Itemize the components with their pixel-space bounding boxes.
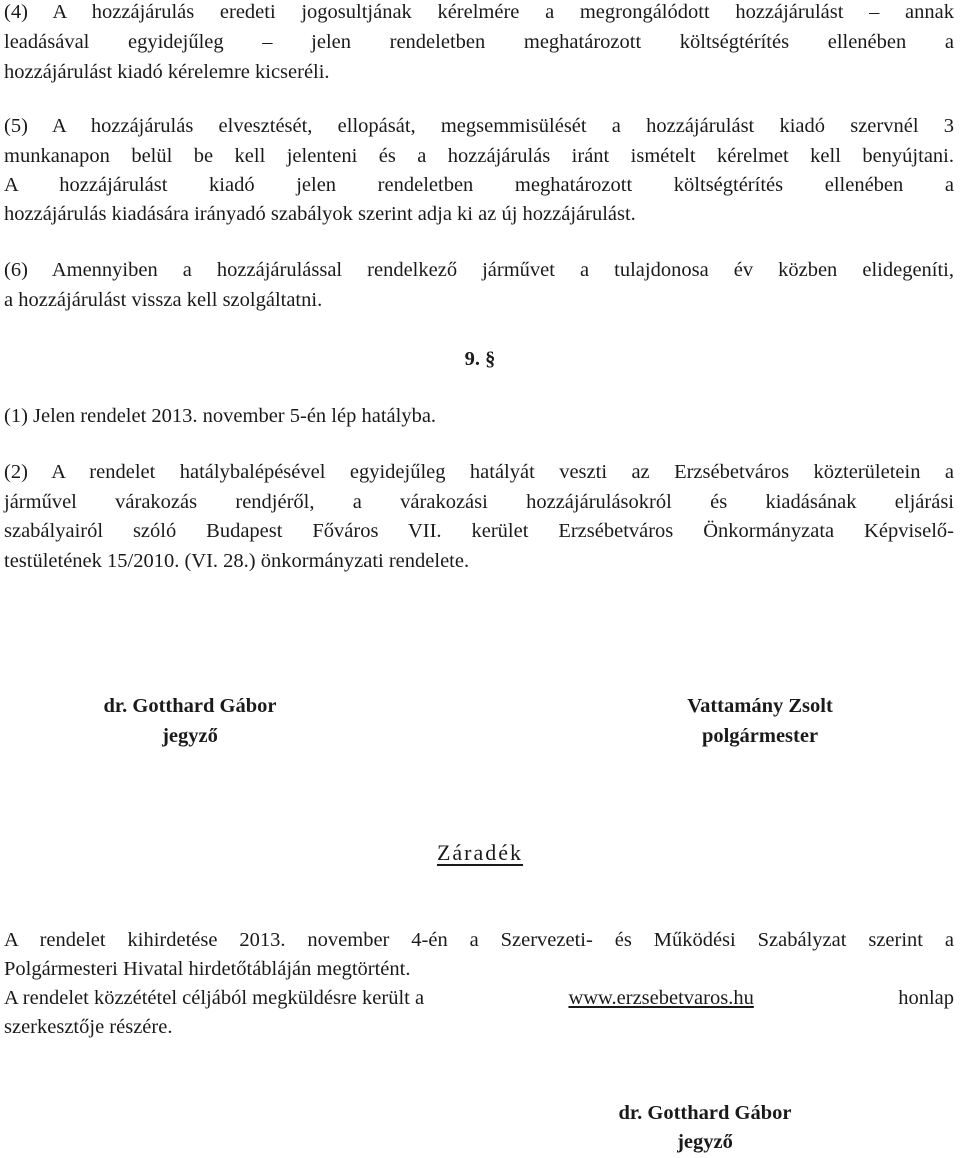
paragraph-6-line-1: (6) Amennyiben a hozzájárulással rendelkező járművet a tulajdonosa év közben elidegeníti,	[4, 259, 954, 281]
publication-text-before: A rendelet közzététel céljából megküldésre került a	[4, 987, 425, 1009]
paragraph-5-line-3: A hozzájárulást kiadó jelen rendeletben meghatározott költségtérítés ellenében a	[4, 174, 954, 196]
section-9-paragraph-2-line-4: testületének 15/2010. (VI. 28.) önkormányzati rendelete.	[4, 550, 470, 572]
publication-text-after: honlap	[898, 987, 954, 1009]
section-9-paragraph-1: (1) Jelen rendelet 2013. november 5-én lép hatályba.	[4, 405, 437, 427]
paragraph-6-line-2: a hozzájárulást vissza kell szolgáltatni.	[4, 289, 323, 311]
paragraph-4-line-2: leadásával egyidejűleg – jelen rendeletben meghatározott költségtérítés ellenében a	[4, 31, 954, 53]
signature-left-name: dr. Gotthard Gábor	[103, 695, 277, 717]
paragraph-4-line-1: (4) A hozzájárulás eredeti jogosultjának kérelmére a megrongálódott hozzájárulást – annak	[4, 1, 954, 23]
signature-right-title: polgármester	[701, 725, 819, 747]
paragraph-4-line-3: hozzájárulást kiadó kérelemre kicseréli.	[4, 61, 330, 83]
paragraph-5-line-4: hozzájárulás kiadására irányadó szabályok szerint adja ki az új hozzájárulást.	[4, 203, 636, 225]
closing-title: Záradék	[436, 840, 524, 865]
signature-right-name: Vattamány Zsolt	[687, 695, 833, 717]
section-9-paragraph-2-line-1: (2) A rendelet hatálybalépésével egyidejűleg hatályát veszti az Erzsébetváros közterületein a	[4, 461, 954, 483]
final-signature-name: dr. Gotthard Gábor	[618, 1102, 792, 1124]
closing-line-2: Polgármesteri Hivatal hirdetőtábláján megtörtént.	[4, 958, 411, 980]
paragraph-5-line-1: (5) A hozzájárulás elvesztését, ellopását, megsemmisülését a hozzájárulást kiadó szervnél 3	[4, 115, 954, 137]
paragraph-5-line-2: munkanapon belül be kell jelenteni és a hozzájárulás iránt ismételt kérelmet kell benyújtani.	[4, 145, 954, 167]
publication-line-2: szerkesztője részére.	[4, 1016, 173, 1038]
final-signature-title: jegyző	[677, 1131, 733, 1153]
publication-link[interactable]: www.erzsebetvaros.hu	[568, 987, 754, 1009]
section-9-paragraph-2-line-3: szabályairól szóló Budapest Főváros VII. kerület Erzsébetváros Önkormányzata Képviselő-	[4, 520, 954, 542]
section-heading: 9. §	[464, 348, 496, 370]
publication-line	[4, 986, 954, 1012]
section-9-paragraph-2-line-2: járművel várakozás rendjéről, a várakozási hozzájárulásokról és kiadásának eljárási	[4, 491, 954, 513]
signature-left-title: jegyző	[162, 725, 218, 747]
closing-line-1: A rendelet kihirdetése 2013. november 4-én a Szervezeti- és Működési Szabályzat szerint a	[4, 929, 954, 951]
